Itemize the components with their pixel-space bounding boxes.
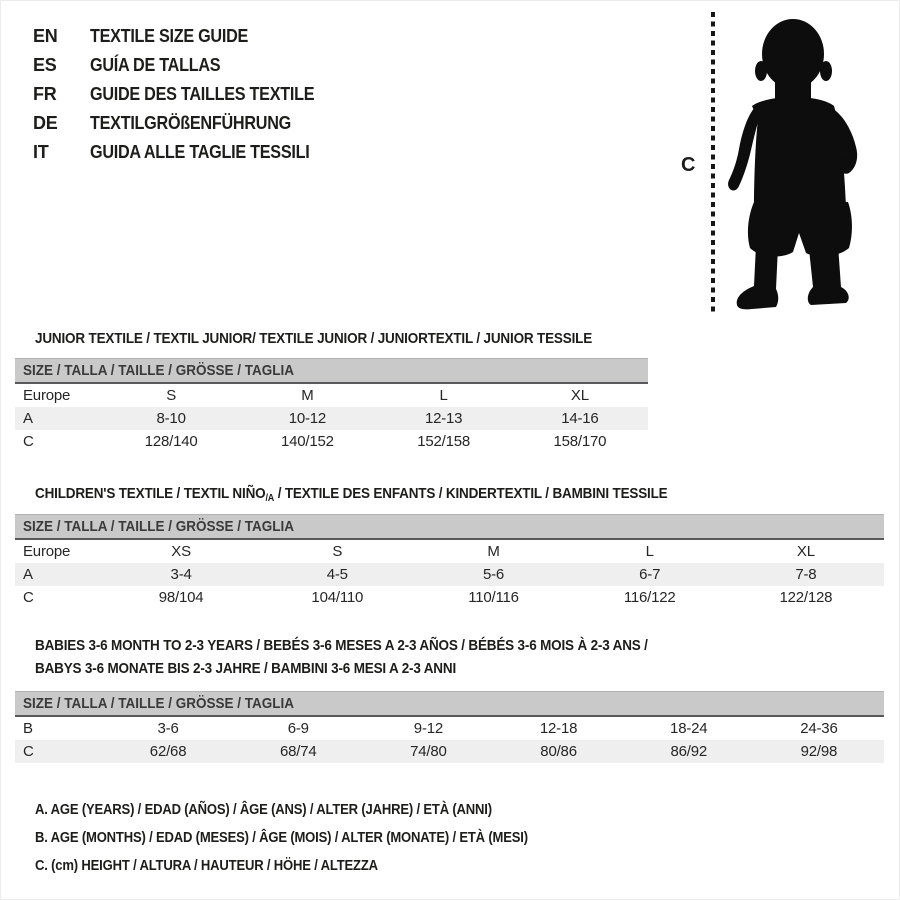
- language-title: TEXTILGRÖßENFÜHRUNG: [90, 113, 291, 133]
- children-row-age: [15, 563, 884, 586]
- size-cell: L: [645, 543, 654, 560]
- row-label: C: [23, 433, 34, 450]
- language-row-en: [33, 22, 339, 51]
- footnote-height-cm: C. (cm) HEIGHT / ALTURA / HAUTEUR / HÖHE / ALTEZZA: [35, 858, 378, 874]
- region-label: Europe: [23, 387, 71, 404]
- value-cell: 6-9: [287, 720, 309, 737]
- value-cell: 152/158: [417, 433, 471, 450]
- babies-title-line1: BABIES 3-6 MONTH TO 2-3 YEARS / BEBÉS 3-6 MESES A 2-3 AÑOS / BÉBÉS 3-6 MOIS À 2-3 ANS /: [35, 637, 648, 654]
- language-list: [33, 22, 339, 167]
- value-cell: 86/92: [670, 743, 708, 760]
- language-code: ES: [33, 55, 57, 75]
- size-cell: XL: [570, 387, 589, 404]
- value-cell: 7-8: [795, 566, 817, 583]
- value-cell: 12-18: [539, 720, 578, 737]
- language-title: GUIDE DES TAILLES TEXTILE: [90, 84, 315, 104]
- junior-table-title: JUNIOR TEXTILE / TEXTIL JUNIOR/ TEXTILE JUNIOR / JUNIORTEXTIL / JUNIOR TESSILE: [35, 330, 593, 347]
- babies-size-table: [15, 691, 884, 763]
- language-code: DE: [33, 113, 58, 133]
- value-cell: 140/152: [280, 433, 334, 450]
- size-header-bar: SIZE / TALLA / TAILLE / GRÖSSE / TAGLIA: [15, 514, 884, 540]
- region-label: Europe: [23, 543, 71, 560]
- value-cell: 3-6: [157, 720, 179, 737]
- language-code: FR: [33, 84, 57, 104]
- children-header-row: [15, 540, 884, 563]
- value-cell: 62/68: [149, 743, 187, 760]
- value-cell: 9-12: [413, 720, 444, 737]
- size-header-bar: SIZE / TALLA / TAILLE / GRÖSSE / TAGLIA: [15, 691, 884, 717]
- children-table-title: CHILDREN'S TEXTILE / TEXTIL $NIÑO_{/A}$ / TEXTILE DES ENFANTS / KINDERTEXTIL / BAMBINI TESSILE: [35, 485, 668, 504]
- row-label: B: [23, 720, 33, 737]
- junior-row-age: [15, 407, 648, 430]
- size-cell: S: [332, 543, 343, 560]
- value-cell: 14-16: [561, 410, 599, 427]
- nino-a-subscript: /A: [265, 493, 275, 504]
- value-cell: 68/74: [279, 743, 317, 760]
- value-cell: 116/122: [623, 589, 676, 606]
- value-cell: 80/86: [540, 743, 577, 760]
- toddler-silhouette-icon: [710, 14, 888, 318]
- children-row-height: [15, 586, 884, 609]
- footnotes: [35, 796, 583, 880]
- row-label: C: [23, 589, 34, 606]
- language-code: IT: [33, 142, 49, 162]
- row-label: A: [23, 566, 33, 583]
- language-code: EN: [33, 26, 58, 46]
- value-cell: 74/80: [410, 743, 447, 760]
- language-title: GUÍA DE TALLAS: [90, 55, 221, 75]
- babies-title-line2: BABYS 3-6 MONATE BIS 2-3 JAHRE / BAMBINI 3-6 MESI A 2-3 ANNI: [35, 660, 457, 677]
- babies-row-height: [15, 740, 884, 763]
- value-cell: 8-10: [156, 410, 186, 427]
- value-cell: 18-24: [670, 720, 708, 737]
- junior-row-height: [15, 430, 648, 453]
- language-row-it: [33, 138, 339, 167]
- value-cell: 158/170: [553, 433, 607, 450]
- language-row-fr: [33, 80, 339, 109]
- language-row-de: [33, 109, 339, 138]
- footnote-age-years: A. AGE (YEARS) / EDAD (AÑOS) / ÂGE (ANS) / ALTER (JAHRE) / ETÀ (ANNI): [35, 802, 492, 818]
- value-cell: 98/104: [158, 589, 204, 606]
- value-cell: 122/128: [779, 589, 833, 606]
- value-cell: 12-13: [424, 410, 463, 427]
- babies-table-title: [35, 634, 716, 680]
- value-cell: 3-4: [170, 566, 192, 583]
- children-size-table: [15, 514, 884, 609]
- height-measure-label: C: [681, 154, 696, 176]
- babies-row-months: [15, 717, 884, 740]
- row-label: A: [23, 410, 33, 427]
- value-cell: 10-12: [288, 410, 327, 427]
- junior-header-row: [15, 384, 648, 407]
- value-cell: 4-5: [326, 566, 348, 583]
- size-header-bar: SIZE / TALLA / TAILLE / GRÖSSE / TAGLIA: [15, 358, 648, 384]
- value-cell: 104/110: [311, 589, 364, 606]
- value-cell: 24-36: [800, 720, 838, 737]
- row-label: C: [23, 743, 34, 760]
- size-cell: M: [487, 543, 500, 560]
- value-cell: 92/98: [800, 743, 838, 760]
- language-title: TEXTILE SIZE GUIDE: [90, 26, 249, 46]
- value-cell: 5-6: [482, 566, 505, 583]
- value-cell: 128/140: [144, 433, 198, 450]
- footnote-age-months: B. AGE (MONTHS) / EDAD (MESES) / ÂGE (MOIS) / ALTER (MONATE) / ETÀ (MESI): [35, 830, 528, 846]
- language-row-es: [33, 51, 339, 80]
- language-title: GUIDA ALLE TAGLIE TESSILI: [90, 142, 310, 162]
- size-cell: L: [439, 387, 448, 404]
- size-cell: XS: [171, 543, 191, 560]
- size-cell: M: [301, 387, 314, 404]
- height-figure: [655, 6, 890, 320]
- size-cell: S: [166, 387, 177, 404]
- value-cell: 6-7: [639, 566, 661, 583]
- size-cell: XL: [796, 543, 815, 560]
- value-cell: 110/116: [468, 589, 519, 606]
- junior-size-table: [15, 358, 648, 453]
